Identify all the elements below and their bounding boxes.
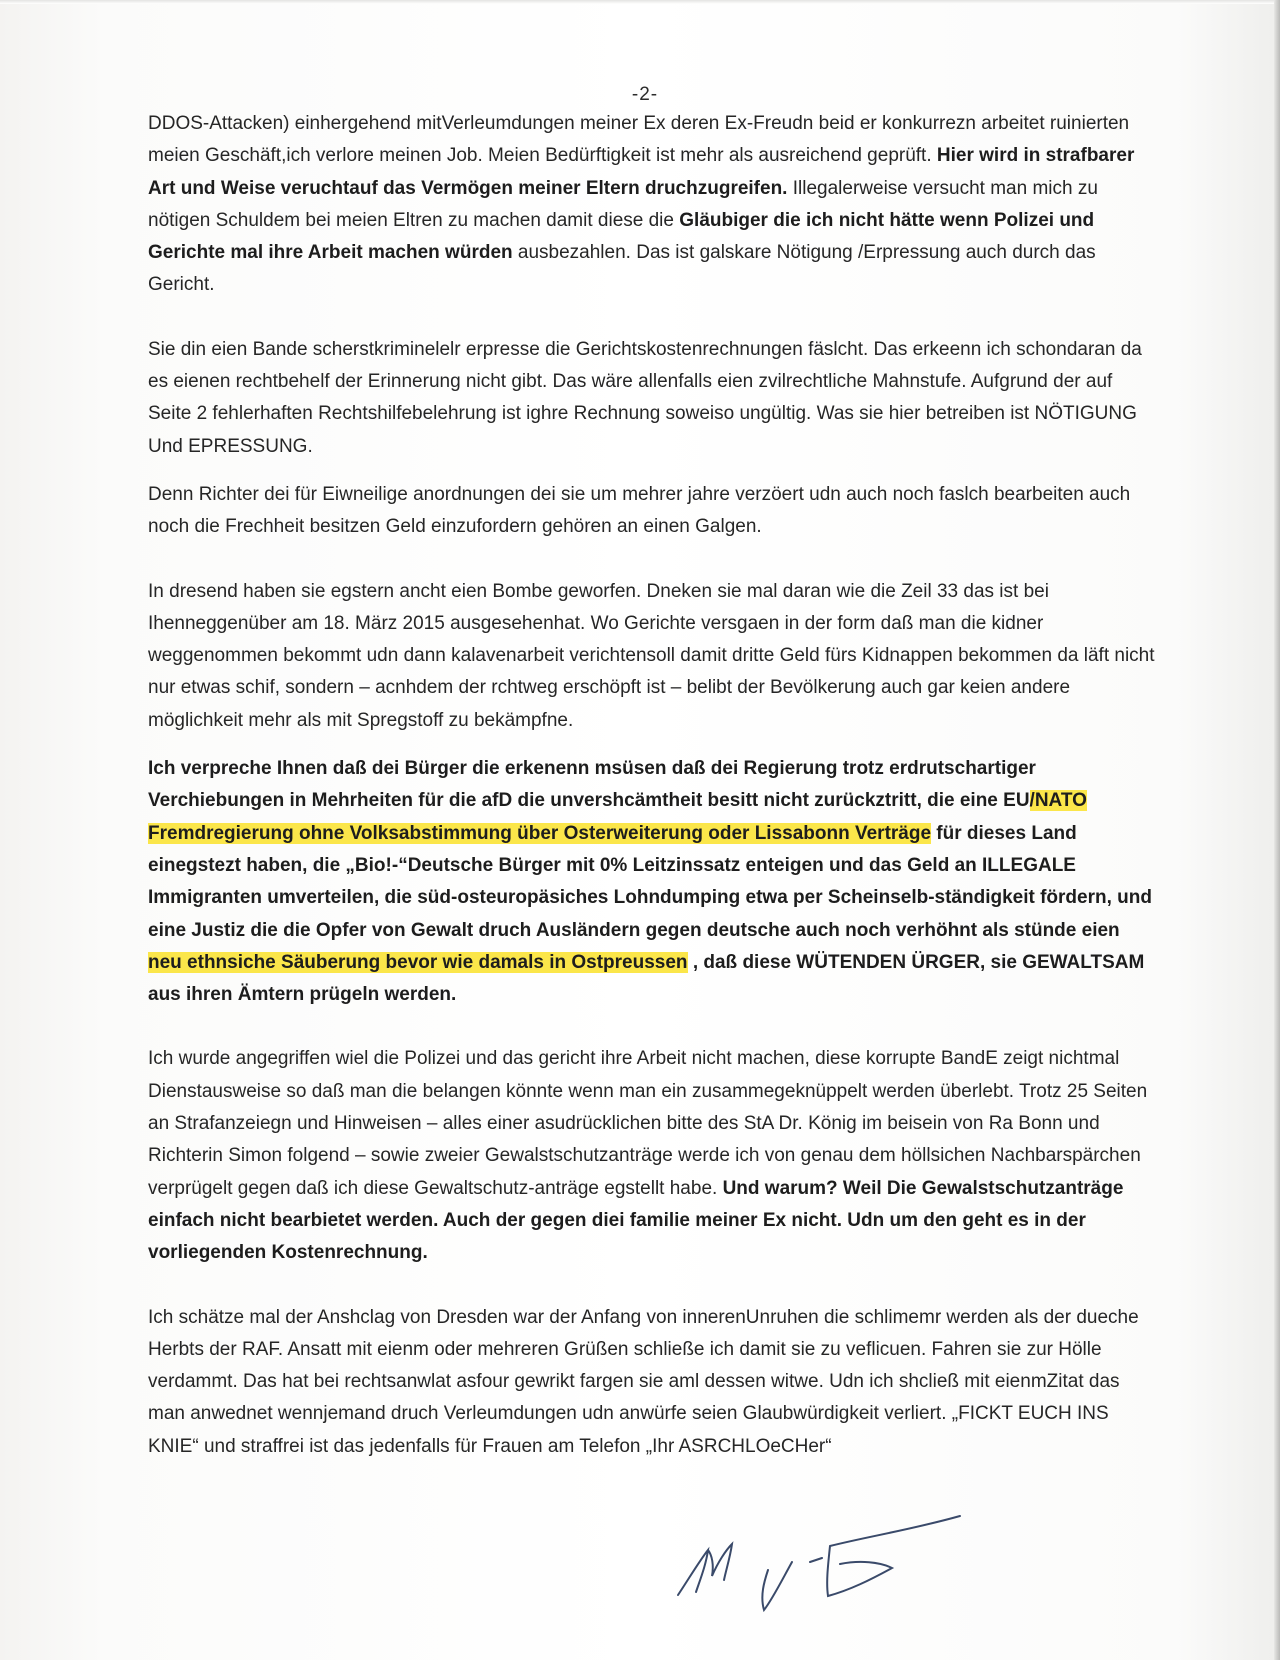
paragraph-1-bold-phrase: Gläubiger die ich nicht hätte wenn Polizei und Gerichte mal ihre Arbeit machen würden xyxy=(148,209,1095,264)
scan-edge-top xyxy=(0,0,1280,4)
handwritten-signature xyxy=(660,1510,990,1630)
paragraph-1-text: DDOS-Attacken) einhergehend mitVerleumdungen meiner Ex deren Ex-Freudn beid er konkurrezn arbeitet ruinierten meien Geschäft,ich verlore meinen Job. Meien Bedürftigkeit ist mehr als ausreichend geprüft. xyxy=(148,113,1130,167)
paragraph-6-bold-sentence: Und warum? Weil Die Gewalstschutzanträge einfach nicht bearbietet werden. Auch der gegen diei familie meiner Ex nicht. Udn um den geht es in der vorliegenden Kostenrechnung. xyxy=(148,1177,1124,1264)
paragraph-5-text-3: , daß diese WÜTENDEN ÜRGER, sie GEWALTSAM aus ihren Ämtern prügeln werden. xyxy=(148,951,1145,1006)
page-number: -2- xyxy=(631,84,659,105)
paragraph-1-bold-sentence: Hier wird in strafbarer Art und Weise veruchtauf das Vermögen meiner Eltern druchzugreifen. xyxy=(148,145,1135,199)
scan-edge-right xyxy=(1274,0,1280,1660)
paragraph-1 xyxy=(148,108,1158,302)
highlighted-phrase-1: /NATO Fremdregierung ohne Volksabstimmung über Osterweiterung oder Lissabonn Verträge xyxy=(148,790,1087,844)
paragraph-5 xyxy=(148,753,1158,1011)
paragraph-3: Denn Richter dei für Eiwneilige anordnungen dei sie um mehrer jahre verzöert udn auch noch faslch bearbeiten auch noch die Frechheit besitzen Geld einzufordern gehören an einen Galgen. xyxy=(148,483,1131,538)
paragraph-5-text-2: für dieses Land einegstezt haben, die „Bio!-“Deutsche Bürger mit 0% Leitzinssatz enteigen und das Geld an ILLEGALE Immigranten umverteilen, die süd-osteuropäsiches Lohndumping etwa per Scheinselb-ständigkeit fördern, und eine Justiz die die Opfer von Gewalt druch Ausländern gegen deutsche auch noch verhöhnt als stünde eien xyxy=(148,822,1152,941)
paragraph-5-text: Ich verpreche Ihnen daß dei Bürger die erkenenn msüsen daß dei Regierung trotz erdrutschartiger Verchiebungen in Mehrheiten für die afD die unvershcämtheit besitt nicht zurückztritt, die eine EU xyxy=(148,758,1036,812)
highlighted-phrase-2: neu ethnsiche Säuberung bevor wie damals in Ostpreussen xyxy=(148,951,688,973)
paragraph-7: Ich schätze mal der Anshclag von Dresden war der Anfang von innerenUnruhen die schlimemr werden als der dueche Herbts der RAF. Ansatt mit eienm oder mehreren Grüßen schließe ich damit sie zu veflicuen. Fahren sie zur Hölle verdammt. Das hat bei rechtsanwlat asfour gewrikt fargen sie aml dessen witwe. Udn ich shcließ mit eienmZitat das man anwednet wennjemand druch Verleumdungen udn anwürfe seien Glaubwürdigkeit verliert. „FICKT EUCH INS KNIE“ und straffrei ist das jedenfalls für Frauen am Telefon „Ihr ASRCHLOeCHer“ xyxy=(148,1306,1139,1457)
letter-body xyxy=(148,108,1158,1463)
paragraph-6-text: Ich wurde angegriffen wiel die Polizei und das gericht ihre Arbeit nicht machen, diese korrupte BandE zeigt nichtmal Dienstausweise so daß man die belangen könnte wenn man ein zusammegeknüppelt werden überlebt. Trotz 25 Seiten an Strafanzeiegn und Hinweisen – alles einer asudrücklichen bitte des StA Dr. König im beisein von Ra Bonn und Richterin Simon folgend – sowie zweier Gewalstschutzanträge werde ich von genau dem höllsichen Nachbarspärchen verprügelt gegen daß ich diese Gewaltschutz-anträge egstellt habe. xyxy=(148,1048,1148,1199)
paragraph-2: Sie din eien Bande scherstkriminelelr erpresse die Gerichtskostenrechnungen fäslcht. Das erkeenn ich schondaran da es eienen rechtbehelf der Erinnerung nicht gibt. Das wäre allenfalls eien zvilrechtliche Mahnstufe. Aufgrund der auf Seite 2 fehlerhaften Rechtshilfebelehrung ist ighre Rechnung soweiso ungültig. Was sie hier betreiben ist NÖTIGUNG Und EPRESSUNG. xyxy=(148,338,1142,457)
paragraph-4: In dresend haben sie egstern ancht eien Bombe geworfen. Dneken sie mal daran wie die Zeil 33 das ist bei Ihenneggenüber am 18. März 2015 ausgesehenhat. Wo Gerichte versgaen in der form daß man die kidner weggenommen bekommt udn dann kalavenarbeit verichtensoll damit dritte Geld fürs Kidnappen bekommen da läft nicht nur etwas schif, sondern – acnhdem der rchtweg erschöpft ist – belibt der Bevölkerung auch gar keien andere möglichkeit mehr als mit Spregstoff zu bekämpfne. xyxy=(148,580,1155,731)
paragraph-1-text-2: Illegalerweise versucht man mich zu nötigen Schuldem bei meien Eltren zu machen damit diese die xyxy=(148,177,1098,231)
paragraph-1-text-3: ausbezahlen. Das ist galskare Nötigung /Erpressung auch durch das Gericht. xyxy=(148,242,1096,296)
paragraph-6 xyxy=(148,1043,1158,1269)
